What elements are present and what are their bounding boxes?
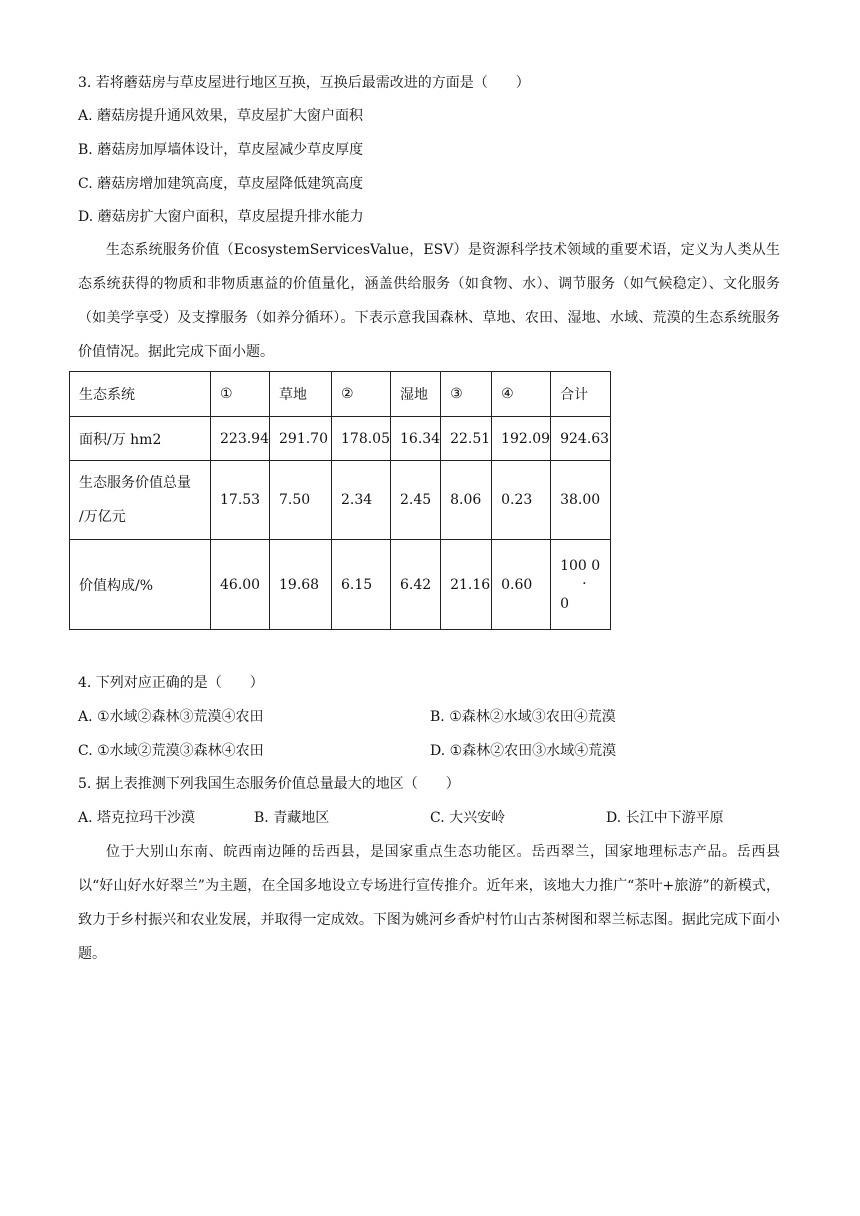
table-cell: 22.51 <box>441 417 492 461</box>
q3-option-c: C. 蘑菇房增加建筑高度，草皮屋降低建筑高度 <box>78 176 364 192</box>
esv-table <box>69 371 611 630</box>
table-row-composition <box>70 540 611 630</box>
header-cell: 生态系统 <box>70 372 211 417</box>
q4-option-c: C. ①水域②荒漠③森林④农田 <box>78 743 264 759</box>
header-cell: 湿地 <box>391 372 441 417</box>
q3-option-b: B. 蘑菇房加厚墙体设计，草皮屋减少草皮厚度 <box>78 142 364 158</box>
table-row-value <box>70 461 611 540</box>
table-cell: 21.16 <box>441 540 492 630</box>
tea-intro-paragraph: 位于大别山东南、皖西南边陲的岳西县，是国家重点生态功能区。岳西翠兰，国家地理标志产品。岳西县以“好山好水好翠兰”为主题，在全国多地设立专场进行宣传推介。近年来，该地大力推广“茶叶+旅游”的新模式，致力于乡村振兴和农业发展，并取得一定成效。下图为姚河乡香炉村竹山古茶树图和翠兰标志图。据此完成下面小题。 <box>78 844 780 962</box>
table-cell: 291.70 <box>270 417 332 461</box>
table-cell: 16.34 <box>391 417 441 461</box>
q5-option-a: A. 塔克拉玛干沙漠 <box>78 810 196 826</box>
table-cell: 38.00 <box>551 461 611 540</box>
q5-option-b: B. 青藏地区 <box>254 810 330 826</box>
header-cell: 草地 <box>270 372 332 417</box>
table-cell: 46.00 <box>211 540 270 630</box>
header-cell: 合计 <box>551 372 611 417</box>
table-cell: 17.53 <box>211 461 270 540</box>
total-dot: · <box>582 575 587 592</box>
header-cell: ④ <box>492 372 551 417</box>
q4-option-b: B. ①森林②水域③农田④荒漠 <box>430 709 616 725</box>
table-cell: 19.68 <box>270 540 332 630</box>
header-cell: ③ <box>441 372 492 417</box>
table-cell: 178.05 <box>332 417 391 461</box>
row-label-line-2: /万亿元 <box>79 509 126 525</box>
table-cell: 8.06 <box>441 461 492 540</box>
table-cell-total <box>551 540 611 630</box>
header-cell: ② <box>332 372 391 417</box>
table-cell: 6.15 <box>332 540 391 630</box>
q3-stem: 3. 若将蘑菇房与草皮屋进行地区互换，互换后最需改进的方面是（ ） <box>78 75 530 91</box>
table-cell: 7.50 <box>270 461 332 540</box>
q5-option-d: D. 长江中下游平原 <box>606 810 724 826</box>
table-cell: 2.45 <box>391 461 441 540</box>
table-cell: 2.34 <box>332 461 391 540</box>
table-header-row <box>70 372 611 417</box>
table-cell: 0.60 <box>492 540 551 630</box>
total-line-2: 0 <box>560 595 570 612</box>
row-label <box>70 461 211 540</box>
table-cell: 6.42 <box>391 540 441 630</box>
q4-stem: 4. 下列对应正确的是（ ） <box>78 675 264 691</box>
q3-option-a: A. 蘑菇房提升通风效果，草皮屋扩大窗户面积 <box>78 108 364 124</box>
row-label: 面积/万 hm2 <box>70 417 211 461</box>
esv-intro-paragraph: 生态系统服务价值（EcosystemServicesValue，ESV）是资源科学技术领域的重要术语，定义为人类从生态系统获得的物质和非物质惠益的价值量化，涵盖供给服务（如食物、水）、调节服务（如气候稳定）、文化服务（如美学享受）及支撑服务（如养分循环）。下表示意我国森林、草地、农田、湿地、水域、荒漠的生态系统服务价值情况。据此完成下面小题。 <box>78 242 780 360</box>
table-cell: 223.94 <box>211 417 270 461</box>
q5-option-c: C. 大兴安岭 <box>430 810 506 826</box>
table-cell: 0.23 <box>492 461 551 540</box>
table-cell: 192.09 <box>492 417 551 461</box>
total-line-1: 100 0 <box>560 557 601 574</box>
q3-option-d: D. 蘑菇房扩大窗户面积，草皮屋提升排水能力 <box>78 209 364 225</box>
table-cell: 924.63 <box>551 417 611 461</box>
q5-stem: 5. 据上表推测下列我国生态服务价值总量最大的地区（ ） <box>78 776 460 792</box>
q4-option-a: A. ①水域②森林③荒漠④农田 <box>78 709 264 725</box>
q4-option-d: D. ①森林②农田③水域④荒漠 <box>430 743 617 759</box>
header-cell: ① <box>211 372 270 417</box>
table-row-area <box>70 417 611 461</box>
row-label: 价值构成/% <box>70 540 211 630</box>
row-label-line-1: 生态服务价值总量 <box>79 475 191 491</box>
